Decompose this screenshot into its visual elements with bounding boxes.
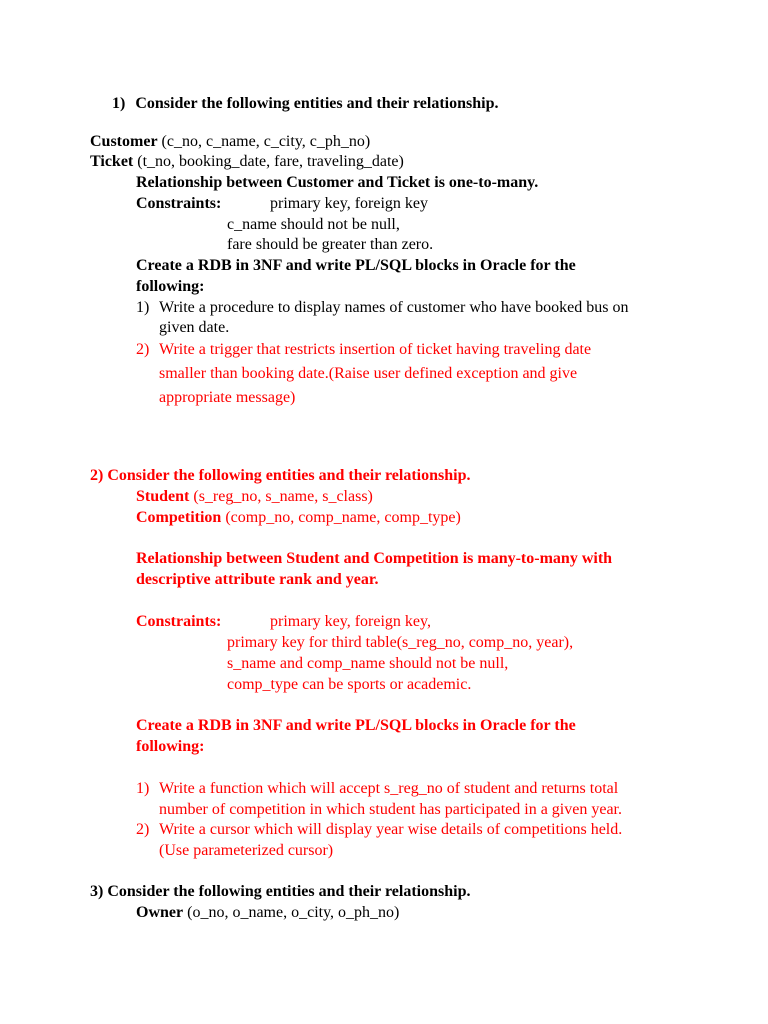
q1-task-2-text-cont: appropriate message) xyxy=(159,389,296,406)
q1-task-1-text-cont: given date. xyxy=(159,319,230,336)
q1-task-2-num: 2) xyxy=(136,341,150,358)
q2-create-instruction-cont: following: xyxy=(136,738,205,755)
q1-constraint: fare should be greater than zero. xyxy=(227,236,434,253)
entity-attrs: (s_reg_no, s_name, s_class) xyxy=(189,488,373,505)
q1-create-instruction-cont: following: xyxy=(136,278,205,295)
q1-entity-customer xyxy=(90,132,370,152)
q2-task-2-num: 2) xyxy=(136,821,150,838)
q2-task-1-num: 1) xyxy=(136,780,150,797)
q2-task-2-text: Write a cursor which will display year wise details of competitions held. xyxy=(159,821,623,838)
q2-heading: 2) Consider the following entities and their relationship. xyxy=(90,467,471,484)
q2-entity-student xyxy=(136,487,373,507)
q1-constraint: c_name should not be null, xyxy=(227,216,400,233)
q1-relationship: Relationship between Customer and Ticket is one-to-many. xyxy=(136,174,539,191)
q1-number: 1) xyxy=(112,95,126,112)
q3-entity-owner xyxy=(136,903,399,923)
q2-relationship-cont: descriptive attribute rank and year. xyxy=(136,571,379,588)
entity-name: Competition xyxy=(136,509,222,526)
entity-name: Owner xyxy=(136,904,184,921)
q1-constraint: primary key, foreign key xyxy=(270,195,429,212)
q2-constraint: primary key for third table(s_reg_no, comp_no, year), xyxy=(227,634,574,651)
q2-constraint: s_name and comp_name should not be null, xyxy=(227,655,509,672)
q1-task-1-text: Write a procedure to display names of customer who have booked bus on xyxy=(159,299,629,316)
q1-task-2-text: Write a trigger that restricts insertion of ticket having traveling date xyxy=(159,341,592,358)
q1-create-instruction: Create a RDB in 3NF and write PL/SQL blocks in Oracle for the xyxy=(136,257,576,274)
q1-task-1-num: 1) xyxy=(136,299,150,316)
entity-attrs: (t_no, booking_date, fare, traveling_date) xyxy=(133,153,404,170)
q2-create-instruction: Create a RDB in 3NF and write PL/SQL blocks in Oracle for the xyxy=(136,717,576,734)
q1-entity-ticket xyxy=(90,152,404,172)
entity-name: Ticket xyxy=(90,153,134,170)
q1-constraints-label: Constraints: xyxy=(136,195,222,212)
q2-constraints-label: Constraints: xyxy=(136,613,222,630)
entity-attrs: (o_no, o_name, o_city, o_ph_no) xyxy=(183,904,400,921)
entity-name: Customer xyxy=(90,133,158,150)
q2-relationship: Relationship between Student and Competition is many-to-many with xyxy=(136,550,613,567)
q1-heading xyxy=(112,94,498,114)
q2-constraint: primary key, foreign key, xyxy=(270,613,431,630)
q2-task-2-text-cont: (Use parameterized cursor) xyxy=(159,842,334,859)
q1-heading-text: Consider the following entities and their relationship. xyxy=(135,95,499,112)
q1-task-2-text-cont: smaller than booking date.(Raise user defined exception and give xyxy=(159,365,578,382)
entity-attrs: (comp_no, comp_name, comp_type) xyxy=(221,509,461,526)
q3-heading: 3) Consider the following entities and their relationship. xyxy=(90,883,471,900)
q2-task-1-text-cont: number of competition in which student has participated in a given year. xyxy=(159,801,622,818)
q2-constraint: comp_type can be sports or academic. xyxy=(227,676,472,693)
q2-task-1-text: Write a function which will accept s_reg_no of student and returns total xyxy=(159,780,619,797)
entity-name: Student xyxy=(136,488,190,505)
entity-attrs: (c_no, c_name, c_city, c_ph_no) xyxy=(157,133,371,150)
q2-entity-competition xyxy=(136,508,461,528)
